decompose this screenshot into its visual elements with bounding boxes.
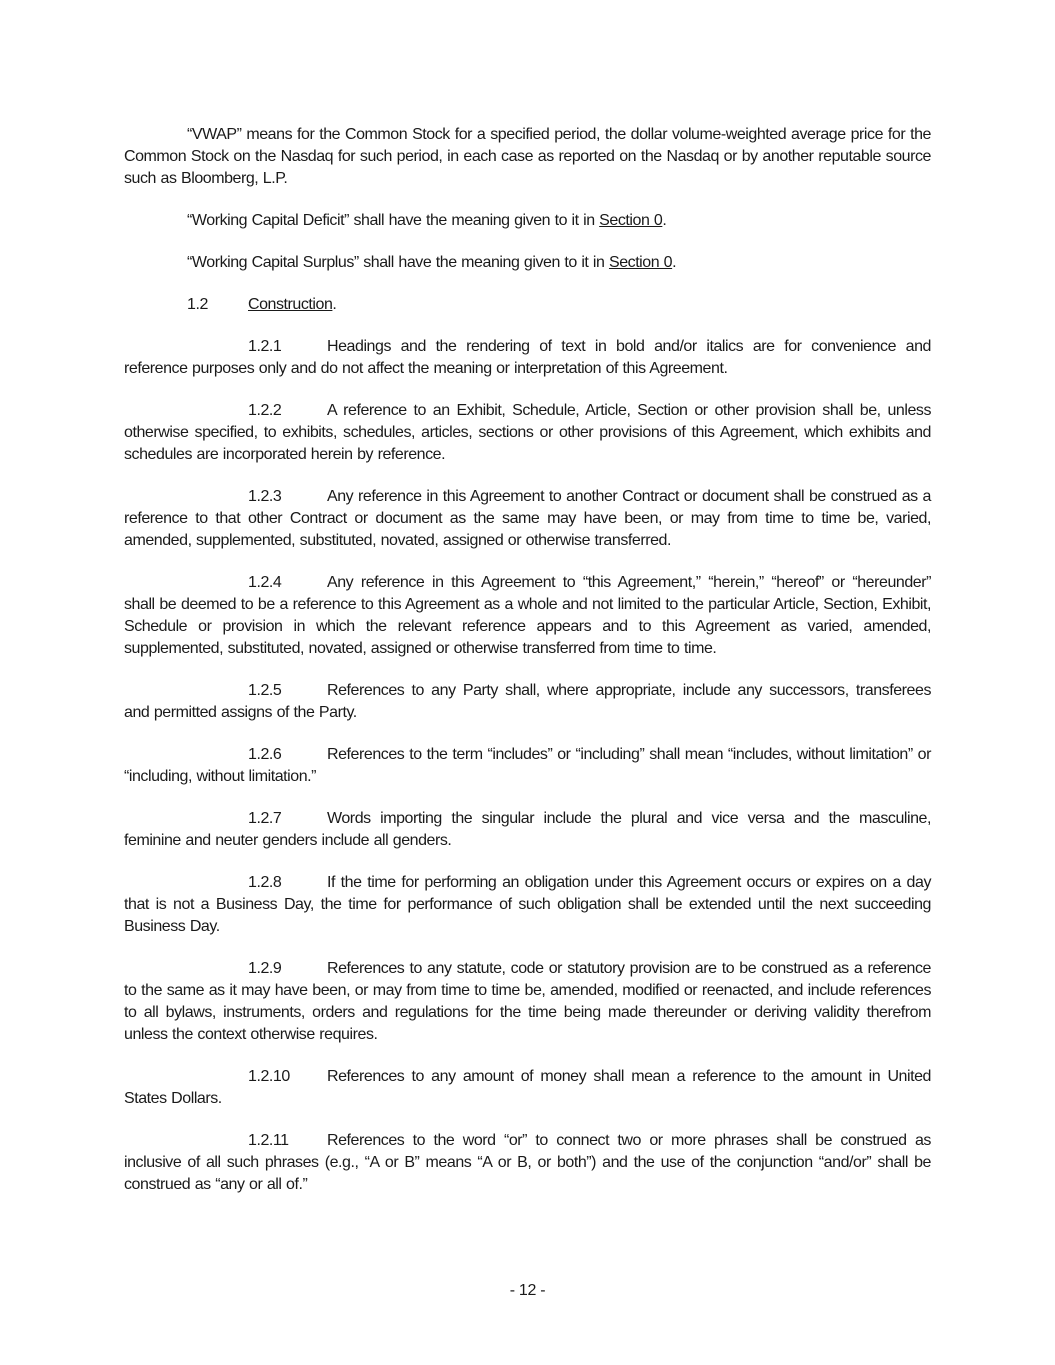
clause-text: Any reference in this Agreement to “this Agreement,” “herein,” “hereof” or “hereunder” shall be deemed to be a reference to this Agreement as a whole and not limited to the particular Article, Section, Exhibit, Schedule or provision in which the relevant reference appears and to this Agreement as varied, amended, supplemented, substituted, novated, assigned or otherwise transferred from time to time. [124,574,931,657]
clause-number: 1.2.1 [248,338,282,355]
clause-text: Any reference in this Agreement to another Contract or document shall be construed as a reference to that other Contract or document as the same may have been, or may from time to time be, varied, amended, supplemented, substituted, novated, assigned or otherwise transferred. [124,488,931,549]
document-page [124,124,931,1216]
clause-number: 1.2.8 [248,874,282,891]
punctuation: . [672,254,677,271]
section-title: Construction [248,296,333,313]
clause-1-2-8 [124,872,931,938]
definition-vwap [124,124,931,190]
clause-number: 1.2.5 [248,682,282,699]
clause-text: Words importing the singular include the plural and vice versa and the masculine, feminine and neuter genders include all genders. [124,810,931,849]
clause-text: If the time for performing an obligation under this Agreement occurs or expires on a day that is not a Business Day, the time for performance of such obligation shall be extended until the next succeeding Business Day. [124,874,931,935]
clause-text: A reference to an Exhibit, Schedule, Article, Section or other provision shall be, unless otherwise specified, to exhibits, schedules, articles, sections or other provisions of this Agreement, which exhibits and schedules are incorporated herein by reference. [124,402,931,463]
definition-text: “VWAP” means for the Common Stock for a specified period, the dollar volume-weighted average price for the Common Stock on the Nasdaq for such period, in each case as reported on the Nasdaq or by another reputable source such as Bloomberg, L.P. [124,126,931,187]
clause-number: 1.2.11 [248,1132,289,1149]
clause-number: 1.2.9 [248,960,282,977]
page-number: - 12 - [509,1282,546,1299]
clause-1-2-6 [124,744,931,788]
punctuation: . [332,296,337,313]
clause-text: References to any statute, code or statutory provision are to be construed as a reference to the same as it may have been, or may from time to time be, amended, modified or reenacted, and include references to all bylaws, instruments, orders and regulations for the time being made thereunder or deriving validity therefrom unless the context otherwise requires. [124,960,931,1043]
section-heading [124,294,931,316]
section-link[interactable]: Section 0 [599,212,663,229]
clause-1-2-2 [124,400,931,466]
definition-working-capital-surplus [124,252,931,274]
clause-text: References to the word “or” to connect two or more phrases shall be construed as inclusive of all such phrases (e.g., “A or B” means “A or B, or both”) and the use of the conjunction “and/or” shall be construed as “any or all of.” [124,1132,931,1193]
section-link[interactable]: Section 0 [608,254,673,271]
clause-list [124,336,931,1196]
clause-1-2-3 [124,486,931,552]
clause-text: References to the term “includes” or “including” shall mean “includes, without limitation” or “including, without limitation.” [124,746,931,785]
clause-1-2-7 [124,808,931,852]
definition-text: “Working Capital Deficit” shall have the meaning given to it in [187,212,600,229]
clause-1-2-1 [124,336,931,380]
clause-text: References to any amount of money shall mean a reference to the amount in United States Dollars. [124,1068,931,1107]
clause-number: 1.2.7 [248,810,282,827]
clause-1-2-10 [124,1066,931,1110]
section-number: 1.2 [187,296,208,313]
clause-number: 1.2.6 [248,746,282,763]
clause-1-2-11 [124,1130,931,1196]
clause-text: Headings and the rendering of text in bold and/or italics are for convenience and reference purposes only and do not affect the meaning or interpretation of this Agreement. [124,338,931,377]
clause-text: References to any Party shall, where appropriate, include any successors, transferees and permitted assigns of the Party. [124,682,931,721]
clause-number: 1.2.3 [248,488,282,505]
clause-number: 1.2.4 [248,574,282,591]
clause-number: 1.2.10 [248,1068,290,1085]
clause-1-2-4 [124,572,931,660]
clause-1-2-9 [124,958,931,1046]
definition-working-capital-deficit [124,210,931,232]
punctuation: . [662,212,667,229]
clause-number: 1.2.2 [248,402,282,419]
clause-1-2-5 [124,680,931,724]
definition-text: “Working Capital Surplus” shall have the meaning given to it in [187,254,609,271]
